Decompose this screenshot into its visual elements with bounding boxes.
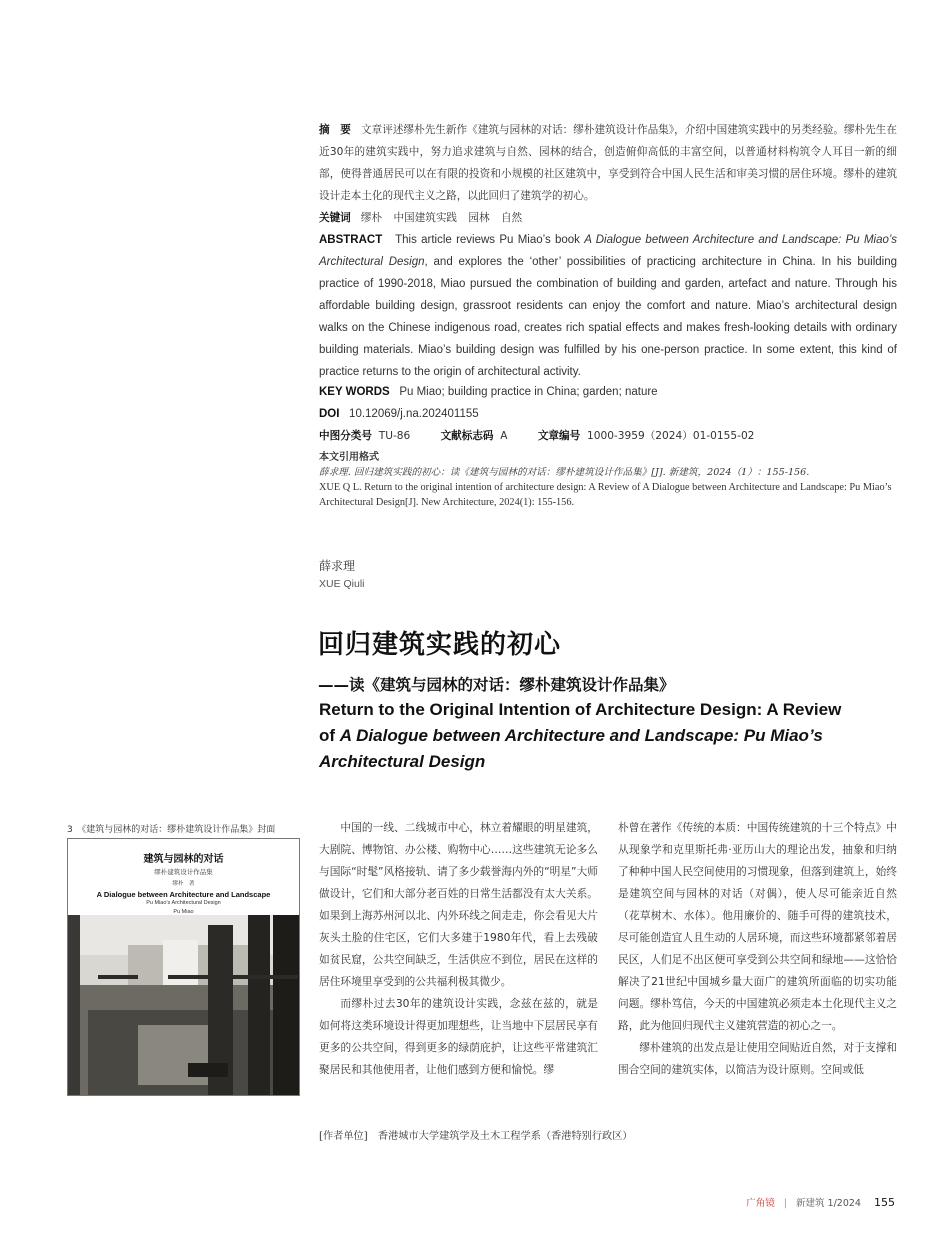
keyword-item: 园林 bbox=[468, 212, 490, 224]
abstract-en bbox=[319, 229, 897, 383]
body-paragraph: 而缪朴过去30年的建筑设计实践，念兹在兹的，就是如何将这类环境设计得更加理想些，让当地中下层居民享有更多的公共空间，得到更多的绿荫庇护，让这些平常建筑汇聚居民和其他使用者，让他们感到方便和愉悦。缪 bbox=[319, 997, 598, 1076]
cover-title-en: A Dialogue between Architecture and Landscape bbox=[96, 890, 271, 899]
title-en-line1: Return to the Original Intention of Architecture Design: A Review bbox=[319, 700, 842, 719]
title-en-line2-prefix: of bbox=[319, 726, 340, 745]
body-column-2 bbox=[618, 817, 897, 1081]
doc-code-label: 文献标志码 bbox=[440, 430, 494, 442]
cover-author-cn: 缪朴 著 bbox=[172, 881, 195, 887]
abstract-en-book-title: A Dialogue between Architecture and Landscape: Pu Miao’s Architectural Design bbox=[319, 234, 897, 268]
page-title: 回归建筑实践的初心 bbox=[318, 630, 562, 660]
page-footer bbox=[746, 1195, 895, 1209]
body-paragraph: 中国的一线、二线城市中心，林立着耀眼的明星建筑，大剧院、博物馆、办公楼、购物中心……这些建筑无论多么与国际“时髦”风格接轨、请了多少载誉海内外的“明星”大师做设计，它们和大部分老百姓的日常生活都没有太大关系。如果到上海苏州河以北、内外环线之间走走，你会看见大片灰头土脸的住宅区，它们大多建于1980年代，看上去残破如贫民窟，公共空间缺乏，生活供应不到位，居民在这样的居住环境里享受到的公共福利极其微少。 bbox=[319, 821, 598, 988]
page-title-en bbox=[319, 697, 909, 775]
doi-label: DOI bbox=[319, 408, 340, 420]
abstract-cn-label: 摘 要 bbox=[319, 124, 351, 136]
cover-author-en: Pu Miao bbox=[173, 909, 194, 915]
abstract-en-text-before: This article reviews Pu Miao’s book bbox=[395, 234, 585, 246]
author-cn: 薛求理 bbox=[319, 559, 356, 573]
doc-code-value: A bbox=[500, 430, 508, 442]
body-paragraph: 缪朴建筑的出发点是让使用空间贴近自然，对于支撑和围合空间的建筑实体，以简洁为设计原则。空间或低 bbox=[618, 1041, 897, 1076]
cover-subtitle-en: Pu Miao’s Architectural Design bbox=[146, 900, 221, 906]
footer-section: 广角镜 bbox=[746, 1198, 775, 1209]
title-en-line2-italic: A Dialogue between Architecture and Landscape: Pu Miao’s bbox=[339, 726, 823, 745]
article-no-value: 1000-3959（2024）01-0155-02 bbox=[586, 430, 755, 442]
cover-title-cn: 建筑与园林的对话 bbox=[143, 854, 224, 865]
cover-photo bbox=[68, 915, 299, 1095]
abstract-en-text-after: , and explores the ‘other’ possibilities of practicing architecture in China. In his building practice of 1990-2018, Miao pursued the combination of building and garden, artefact and nature. Through his affordable building design, grassroot residents can enjoy the comfort and nature. Miao’s architectural design walks on the Chinese indigenous road, creates rich spatial effects and makes fresh-looking details with ordinary building materials. Miao’s building design was fulfilled by his one-person practice. In some extent, this kind of practice returns to the origin of architectural activity. bbox=[319, 256, 897, 378]
author-affiliation: [作者单位] 香港城市大学建筑学及土木工程学系（香港特别行政区） bbox=[319, 1131, 633, 1142]
body-column-1 bbox=[319, 817, 598, 1081]
abstract-en-label: ABSTRACT bbox=[319, 234, 383, 246]
page-subtitle-cn: ——读《建筑与园林的对话：缪朴建筑设计作品集》 bbox=[318, 676, 675, 694]
title-en-line3-italic: Architectural Design bbox=[319, 752, 486, 771]
doi-value: 10.12069/j.na.202401155 bbox=[349, 408, 479, 420]
citation bbox=[319, 451, 897, 510]
cover-subtitle-cn: 缪朴建筑设计作品集 bbox=[154, 868, 213, 876]
citation-cn: 薛求理. 回归建筑实践的初心：读《建筑与园林的对话：缪朴建筑设计作品集》[J]. 新建筑，2024（1）：155-156. bbox=[319, 467, 810, 478]
article-no-label: 文章编号 bbox=[537, 430, 581, 442]
figure-caption: 3 《建筑与园林的对话：缪朴建筑设计作品集》封面 bbox=[67, 825, 276, 835]
book-cover-image bbox=[67, 838, 300, 1096]
abstract-cn bbox=[319, 119, 897, 207]
classification bbox=[319, 425, 897, 447]
cover-text bbox=[68, 839, 299, 915]
clc-value: TU-86 bbox=[378, 430, 411, 442]
keywords-cn-label: 关键词 bbox=[319, 212, 351, 224]
keyword-item: 中国建筑实践 bbox=[393, 212, 458, 224]
doi bbox=[319, 403, 897, 425]
keyword-item: 缪朴 bbox=[360, 212, 383, 224]
footer-divider: | bbox=[783, 1198, 787, 1209]
clc-label: 中图分类号 bbox=[319, 430, 372, 442]
keywords-cn bbox=[319, 207, 897, 229]
footer-journal: 新建筑 1/2024 bbox=[796, 1198, 861, 1209]
citation-en: XUE Q L. Return to the original intention of architecture design: A Review of A Dialogue between Architecture and Landscape: Pu Miao’s Architectural Design[J]. New Architecture, 2024(1): 155-156. bbox=[319, 482, 892, 508]
keyword-item: 自然 bbox=[500, 212, 523, 224]
keywords-en-label: KEY WORDS bbox=[319, 386, 390, 398]
keywords-en-text: Pu Miao; building practice in China; garden; nature bbox=[399, 386, 658, 398]
page-number: 155 bbox=[874, 1196, 895, 1209]
abstract-cn-text: 文章评述缪朴先生新作《建筑与园林的对话：缪朴建筑设计作品集》，介绍中国建筑实践中的另类经验。缪朴先生在近30年的建筑实践中，努力追求建筑与自然、园林的结合，创造俯仰高低的丰富空间，以普通材料构筑令人耳目一新的细部，使得普通居民可以在有限的投资和小规模的社区建筑中，享受到符合中国人民生活和审美习惯的居住环境。缪朴的建筑设计走本土化的现代主义之路，以此回归了建筑学的初心。 bbox=[319, 124, 897, 202]
citation-label: 本文引用格式 bbox=[319, 452, 379, 463]
author-en: XUE Qiuli bbox=[319, 578, 365, 590]
keywords-en bbox=[319, 381, 897, 403]
body-paragraph: 朴曾在著作《传统的本质：中国传统建筑的十三个特点》中从现象学和克里斯托弗·亚历山大的理论出发，抽象和归纳了种种中国人民空间使用的习惯现象，但落到建筑上，始终是建筑空间与园林的对话（对偶），使人尽可能亲近自然（花草树木、水体）。他用廉价的、随手可得的建筑技术，尽可能创造宜人且生动的人居环境，而这些环境都紧邻着居民区，人们足不出区便可享受到公共空间和绿地——这恰恰解决了21世纪中国城乡量大面广的建筑所面临的切实功能问题。缪朴笃信，今天的中国建筑必须走本土化现代主义之路，此为他回归现代主义建筑营造的初心之一。 bbox=[618, 821, 897, 1032]
